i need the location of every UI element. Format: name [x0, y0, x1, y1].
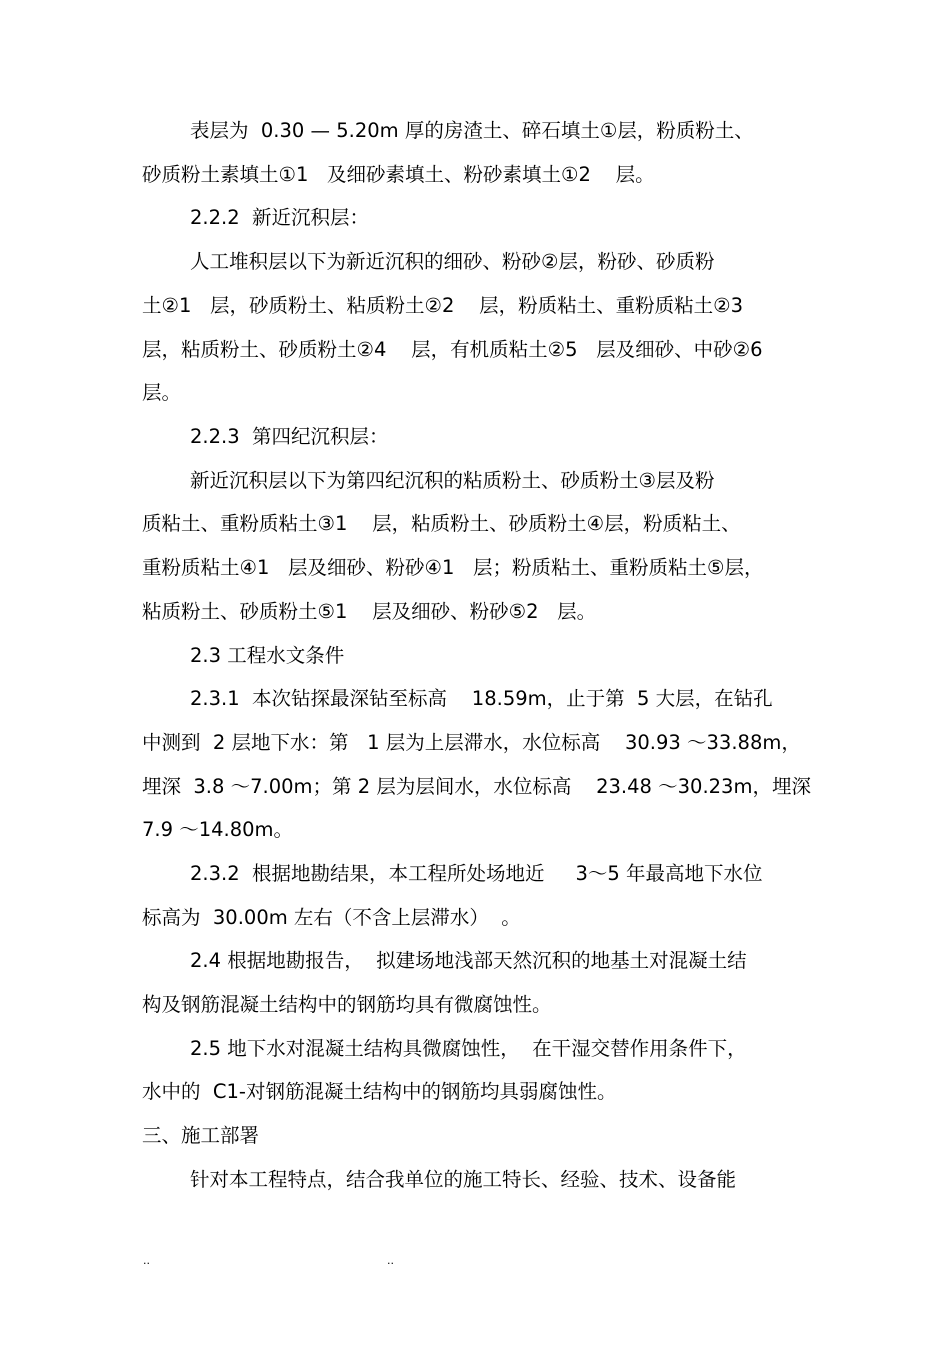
text-line-14: 2.3.1 本次钻探最深钻至标高 18.59m，止于第 5 大层，在钻孔 [190, 687, 773, 710]
chapter-heading-3: 三、施工部署 [142, 1124, 260, 1147]
text-line-11: 重粉质粘土④1 层及细砂、粉砂④1 层；粉质粘土、重粉质粘土⑤层， [142, 556, 764, 579]
text-line-20: 2.4 根据地勘报告， 拟建场地浅部天然沉积的地基土对混凝土结 [190, 949, 747, 972]
text-line-9: 新近沉积层以下为第四纪沉积的粘质粉土、砂质粉土③层及粉 [190, 469, 715, 492]
text-line-21: 构及钢筋混凝土结构中的钢筋均具有微腐蚀性。 [142, 993, 552, 1016]
footer-mark-right: .. [387, 1254, 394, 1267]
text-line-17: 7.9 ～14.80m。 [142, 818, 294, 841]
text-line-12: 粘质粉土、砂质粉土⑤1 层及细砂、粉砂⑤2 层。 [142, 600, 597, 623]
text-line-4: 人工堆积层以下为新近沉积的细砂、粉砂②层，粉砂、砂质粉 [190, 250, 715, 273]
text-line-18: 2.3.2 根据地勘结果，本工程所处场地近 3～5 年最高地下水位 [190, 862, 763, 885]
text-line-15: 中测到 2 层地下水：第 1 层为上层滞水，水位标高 30.93 ～33.88m， [142, 731, 801, 754]
text-line-23: 水中的 C1-对钢筋混凝土结构中的钢筋均具弱腐蚀性。 [142, 1080, 617, 1103]
text-line-1: 表层为 0.30 — 5.20m 厚的房渣土、碎石填土①层，粉质粉土、 [190, 119, 754, 142]
text-line-10: 质粘土、重粉质粘土③1 层，粘质粉土、砂质粉土④层，粉质粘土、 [142, 512, 741, 535]
text-line-25: 针对本工程特点，结合我单位的施工特长、经验、技术、设备能 [190, 1168, 737, 1191]
text-line-6: 层，粘质粉土、砂质粉土②4 层，有机质粘土②5 层及细砂、中砂②6 [142, 338, 763, 361]
text-line-2: 砂质粉土素填土①1 及细砂素填土、粉砂素填土①2 层。 [142, 163, 655, 186]
footer-mark-left: .. [143, 1254, 150, 1267]
text-line-16: 埋深 3.8 ～7.00m；第 2 层为层间水，水位标高 23.48 ～30.23m，埋深 [142, 775, 811, 798]
text-line-19: 标高为 30.00m 左右（不含上层滞水） 。 [142, 906, 521, 929]
text-line-7: 层。 [142, 381, 182, 404]
text-line-5: 土②1 层，砂质粉土、粘质粉土②2 层，粉质粘土、重粉质粘土②3 [142, 294, 744, 317]
text-line-22: 2.5 地下水对混凝土结构具微腐蚀性， 在干湿交替作用条件下， [190, 1037, 747, 1060]
section-heading-2-2-3: 2.2.3 第四纪沉积层： [190, 425, 389, 448]
section-heading-2-3: 2.3 工程水文条件 [190, 644, 345, 667]
section-heading-2-2-2: 2.2.2 新近沉积层： [190, 206, 370, 229]
